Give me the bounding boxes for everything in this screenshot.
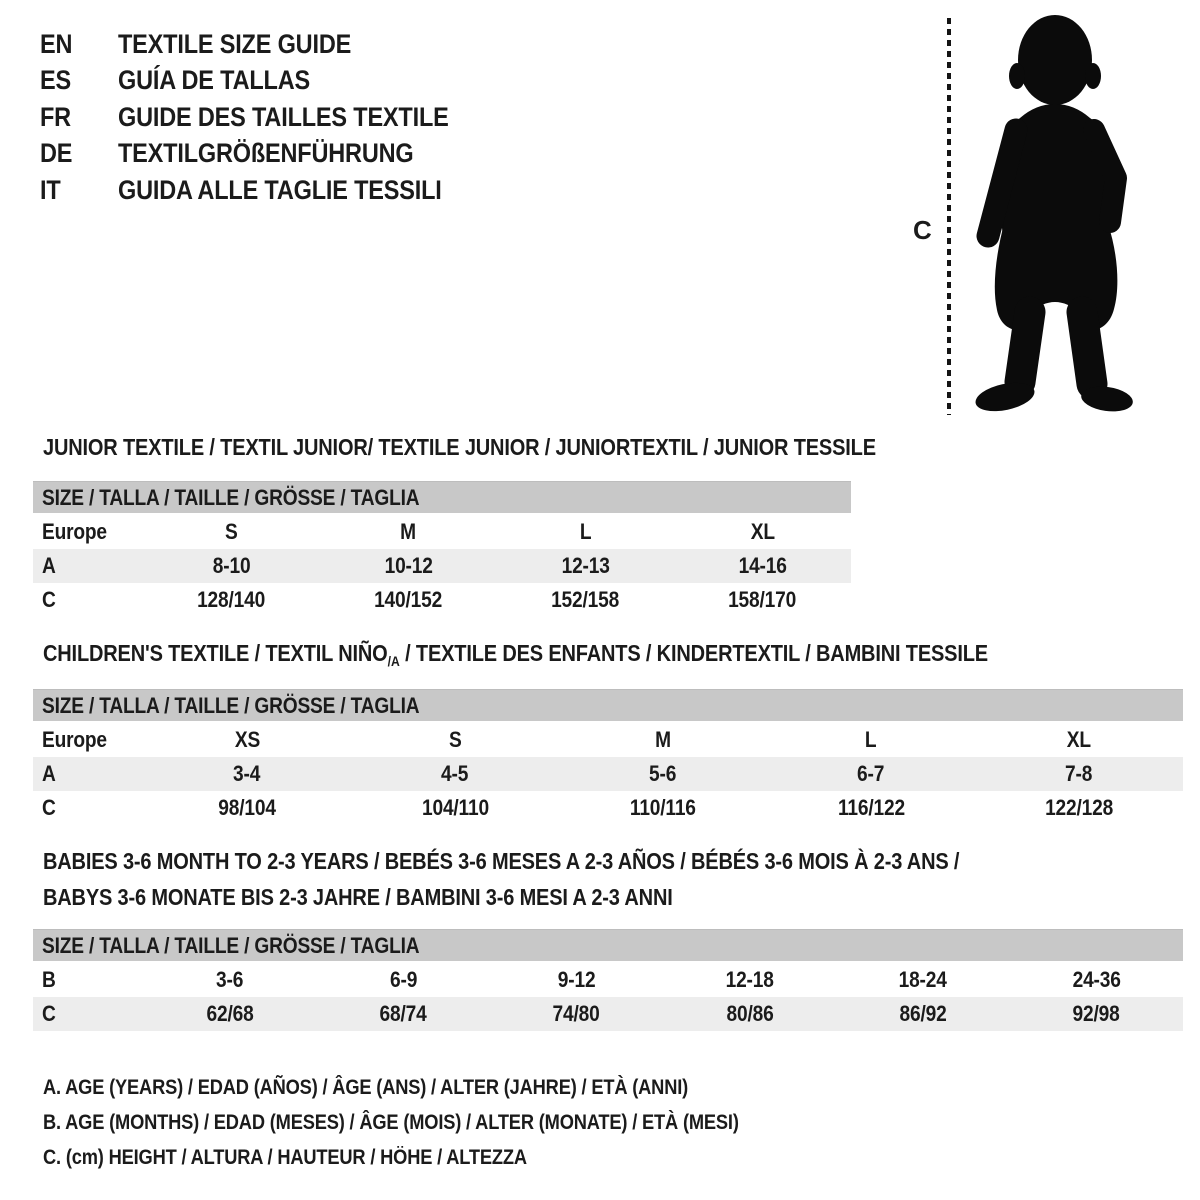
babies-size-bar-text: SIZE / TALLA / TAILLE / GRÖSSE / TAGLIA <box>42 932 420 958</box>
language-row-fr <box>40 99 498 135</box>
row-label: A <box>42 761 56 786</box>
babies-section-title <box>43 843 1096 915</box>
junior-size-table <box>33 481 851 617</box>
table-cell: 110/116 <box>630 795 696 820</box>
language-row-en <box>40 26 498 62</box>
children-header-size: XS <box>234 727 260 752</box>
language-title: GUIDA ALLE TAGLIE TESSILI <box>118 174 442 205</box>
junior-header-size: M <box>400 519 417 544</box>
babies-row-months <box>33 963 1183 997</box>
table-cell: 122/128 <box>1045 795 1113 820</box>
legend <box>43 1070 843 1175</box>
children-table <box>33 723 1183 825</box>
height-measure-line <box>947 18 951 415</box>
table-cell: 18-24 <box>898 967 948 992</box>
table-cell: 3-6 <box>216 967 244 992</box>
table-cell: 86/92 <box>899 1001 947 1026</box>
language-code: IT <box>40 174 61 205</box>
legend-line-age-years: A. AGE (YEARS) / EDAD (AÑOS) / ÂGE (ANS) / ALTER (JAHRE) / ETÀ (ANNI) <box>43 1076 689 1099</box>
table-cell: 4-5 <box>441 761 469 786</box>
language-code: DE <box>40 138 73 169</box>
junior-header-row <box>33 515 851 549</box>
table-cell: 104/110 <box>421 795 489 820</box>
row-label: C <box>42 587 56 612</box>
height-measure-label: C <box>913 215 932 245</box>
table-cell: 14-16 <box>738 553 787 578</box>
children-size-bar-text: SIZE / TALLA / TAILLE / GRÖSSE / TAGLIA <box>42 692 420 718</box>
table-cell: 92/98 <box>1072 1001 1120 1026</box>
language-code: FR <box>40 101 71 132</box>
legend-line-height-cm: C. (cm) HEIGHT / ALTURA / HAUTEUR / HÖHE / ALTEZZA <box>43 1146 527 1169</box>
row-label: C <box>42 795 56 820</box>
toddler-silhouette-icon <box>968 14 1138 416</box>
table-cell: 3-4 <box>233 761 261 786</box>
junior-header-size: S <box>225 519 238 544</box>
junior-header-size: XL <box>750 519 775 544</box>
junior-size-bar <box>33 481 851 513</box>
table-cell: 74/80 <box>552 1001 600 1026</box>
language-title: TEXTILE SIZE GUIDE <box>118 29 352 59</box>
table-cell: 8-10 <box>212 553 251 578</box>
language-code: EN <box>40 29 73 59</box>
junior-row-age <box>33 549 851 583</box>
babies-size-table <box>33 929 1183 1031</box>
table-cell: 6-9 <box>389 967 417 992</box>
table-cell: 158/170 <box>728 587 797 612</box>
table-cell: 128/140 <box>197 587 266 612</box>
babies-title-line2: BABYS 3-6 MONATE BIS 2-3 JAHRE / BAMBINI 3-6 MESI A 2-3 ANNI <box>43 884 673 910</box>
table-cell: 10-12 <box>384 553 433 578</box>
junior-size-bar-text: SIZE / TALLA / TAILLE / GRÖSSE / TAGLIA <box>42 484 420 510</box>
language-row-de <box>40 135 498 171</box>
language-title: TEXTILGRÖßENFÜHRUNG <box>118 138 414 169</box>
children-header-size: XL <box>1066 727 1092 752</box>
children-header-size: S <box>448 727 462 752</box>
babies-size-bar <box>33 929 1183 961</box>
legend-line-age-months: B. AGE (MONTHS) / EDAD (MESES) / ÂGE (MOIS) / ALTER (MONATE) / ETÀ (MESI) <box>43 1111 739 1134</box>
babies-title-line1: BABIES 3-6 MONTH TO 2-3 YEARS / BEBÉS 3-6 MESES A 2-3 AÑOS / BÉBÉS 3-6 MOIS À 2-3 ANS / <box>43 848 960 874</box>
table-cell: 6-7 <box>857 761 885 786</box>
children-section-title-text: CHILDREN'S TEXTILE / TEXTIL $NIÑO_{/A}$ / TEXTILE DES ENFANTS / KINDERTEXTIL / BAMBINI TESSILE <box>43 640 988 669</box>
language-row-es <box>40 62 498 98</box>
table-cell: 24-36 <box>1072 967 1121 992</box>
language-header <box>40 26 498 208</box>
table-cell: 12-13 <box>561 553 610 578</box>
children-size-bar <box>33 689 1183 721</box>
junior-section-title-text: JUNIOR TEXTILE / TEXTIL JUNIOR/ TEXTILE JUNIOR / JUNIORTEXTIL / JUNIOR TESSILE <box>43 434 876 460</box>
children-section-title <box>43 640 1129 675</box>
table-cell: 80/86 <box>726 1001 774 1026</box>
row-label: A <box>42 553 56 578</box>
row-label: C <box>42 1001 56 1026</box>
babies-table <box>33 963 1183 1031</box>
junior-section-title <box>43 434 1000 461</box>
table-cell: 12-18 <box>725 967 774 992</box>
table-cell: 116/122 <box>837 795 905 820</box>
language-row-it <box>40 172 498 208</box>
children-header-size: L <box>865 727 877 752</box>
language-code: ES <box>40 65 71 96</box>
children-header-size: M <box>655 727 671 752</box>
babies-row-height <box>33 997 1183 1031</box>
language-title: GUIDE DES TAILLES TEXTILE <box>118 101 449 132</box>
junior-header-region: Europe <box>42 519 107 544</box>
children-header-region: Europe <box>42 727 107 752</box>
table-cell: 152/158 <box>551 587 620 612</box>
table-cell: 7-8 <box>1065 761 1093 786</box>
children-row-height <box>33 791 1183 825</box>
table-cell: 68/74 <box>379 1001 427 1026</box>
table-cell: 5-6 <box>649 761 677 786</box>
junior-header-size: L <box>579 519 592 544</box>
children-size-table <box>33 689 1183 825</box>
junior-table <box>33 515 851 617</box>
table-cell: 9-12 <box>557 967 596 992</box>
children-row-age <box>33 757 1183 791</box>
language-title: GUÍA DE TALLAS <box>118 65 311 96</box>
title-subscript: /A <box>387 653 400 669</box>
junior-row-height <box>33 583 851 617</box>
table-cell: 140/152 <box>374 587 443 612</box>
row-label: B <box>42 967 56 992</box>
table-cell: 62/68 <box>206 1001 254 1026</box>
table-cell: 98/104 <box>218 795 276 820</box>
children-header-row <box>33 723 1183 757</box>
